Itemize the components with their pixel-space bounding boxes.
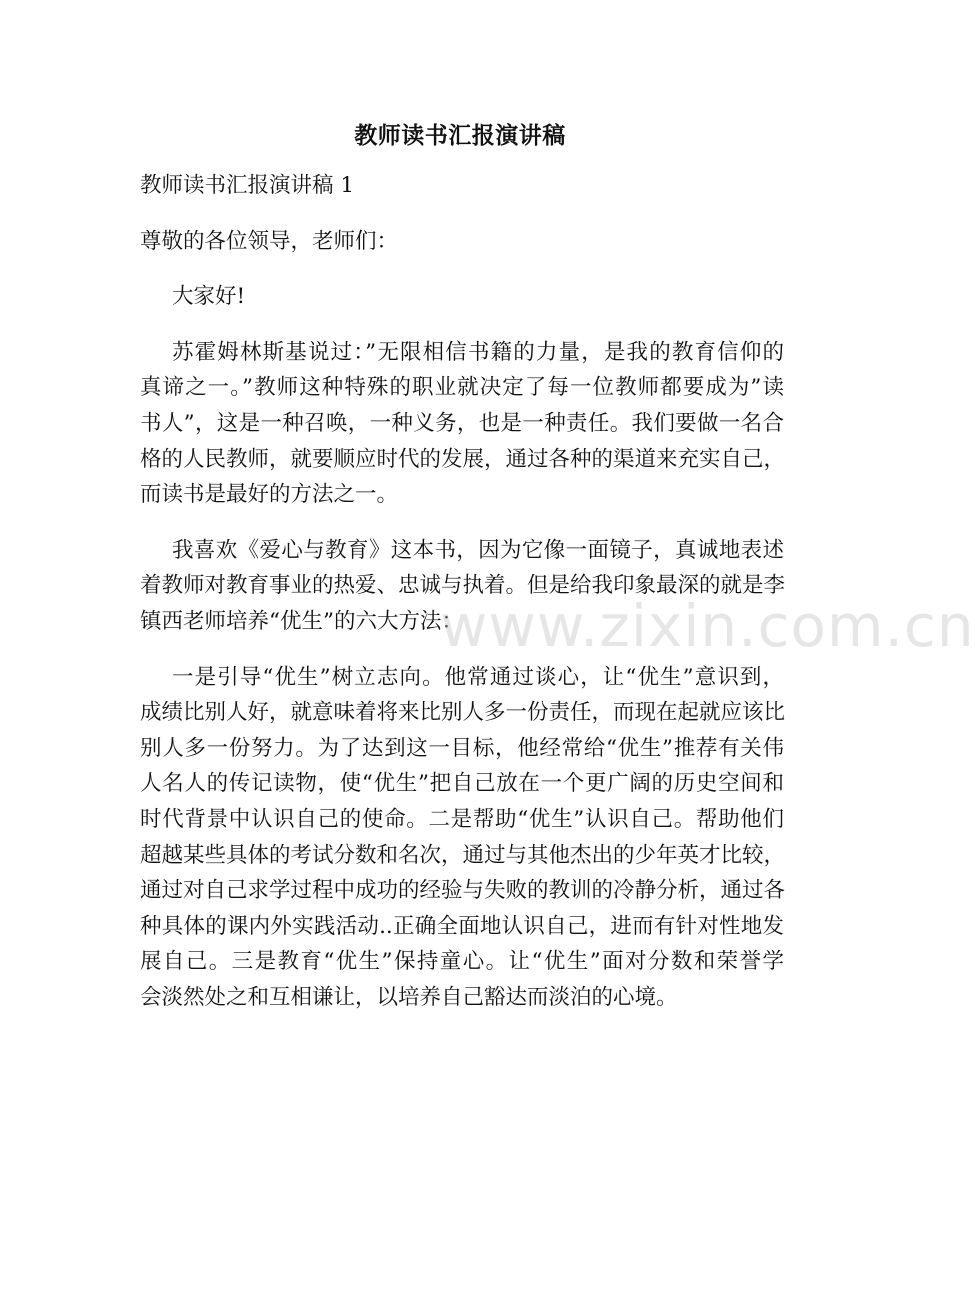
paragraph-3-line: 通过对自己求学过程中成功的经验与失败的教训的冷静分析，通过各 <box>140 878 786 904</box>
paragraph-3-line: 人名人的传记读物，使“优生”把自己放在一个更广阔的历史空间和 <box>140 771 784 797</box>
paragraph-3-line: 会淡然处之和互相谦让，以培养自己豁达而淡泊的心境。 <box>140 984 678 1010</box>
paragraph-3-line: 一是引导“优生”树立志向。他常通过谈心，让“优生”意识到， <box>172 664 784 690</box>
document-subtitle: 教师读书汇报演讲稿 1 <box>140 173 355 198</box>
paragraph-1-line: 真谛之一。”教师这种特殊的职业就决定了每一位教师都要成为”读 <box>140 375 784 401</box>
paragraph-1-line: 苏霍姆林斯基说过：”无限相信书籍的力量，是我的教育信仰的 <box>172 339 784 365</box>
paragraph-1-line: 格的人民教师，就要顺应时代的发展，通过各种的渠道来充实自己， <box>140 446 786 472</box>
paragraph-2-line: 着教师对教育事业的热爱、忠诚与执着。但是给我印象最深的就是李 <box>140 573 786 599</box>
paragraph-3-line: 别人多一份努力。为了达到这一目标，他经常给“优生”推荐有关伟 <box>140 735 784 761</box>
paragraph-1 <box>140 335 784 513</box>
document-body <box>140 168 784 1015</box>
paragraph-spacer <box>140 259 784 279</box>
document-title: 教师读书汇报演讲稿 <box>354 122 566 149</box>
paragraph-spacer <box>140 315 784 335</box>
greeting: 大家好! <box>172 284 246 310</box>
paragraph-spacer <box>140 640 784 660</box>
paragraph-spacer <box>140 513 784 533</box>
paragraph-2-line: 我喜欢《爱心与教育》这本书，因为它像一面镜子，真诚地表述 <box>172 537 784 563</box>
paragraph-spacer <box>140 204 784 224</box>
paragraph-3 <box>140 660 784 1016</box>
paragraph-3-line: 超越某些具体的考试分数和名次，通过与其他杰出的少年英才比较， <box>140 842 786 868</box>
watermark: www.zixin.com.cn <box>440 592 975 660</box>
paragraph-2 <box>140 533 784 640</box>
paragraph-3-line: 种具体的课内外实践活动..正确全面地认识自己，进而有针对性地发 <box>140 913 784 939</box>
paragraph-2-line: 镇西老师培养“优生”的六大方法： <box>140 608 463 634</box>
paragraph-1-line: 而读书是最好的方法之一。 <box>140 482 399 508</box>
paragraph-3-line: 展自己。三是教育“优生”保持童心。让“优生”面对分数和荣誉学 <box>140 949 784 975</box>
paragraph-1-line: 书人”，这是一种召唤，一种义务，也是一种责任。我们要做一名合 <box>140 410 784 436</box>
paragraph-3-line: 成绩比别人好，就意味着将来比别人多一份责任，而现在起就应该比 <box>140 700 786 726</box>
salutation: 尊敬的各位领导，老师们： <box>140 228 399 254</box>
paragraph-3-line: 时代背景中认识自己的使命。二是帮助“优生”认识自己。帮助他们 <box>140 806 784 832</box>
